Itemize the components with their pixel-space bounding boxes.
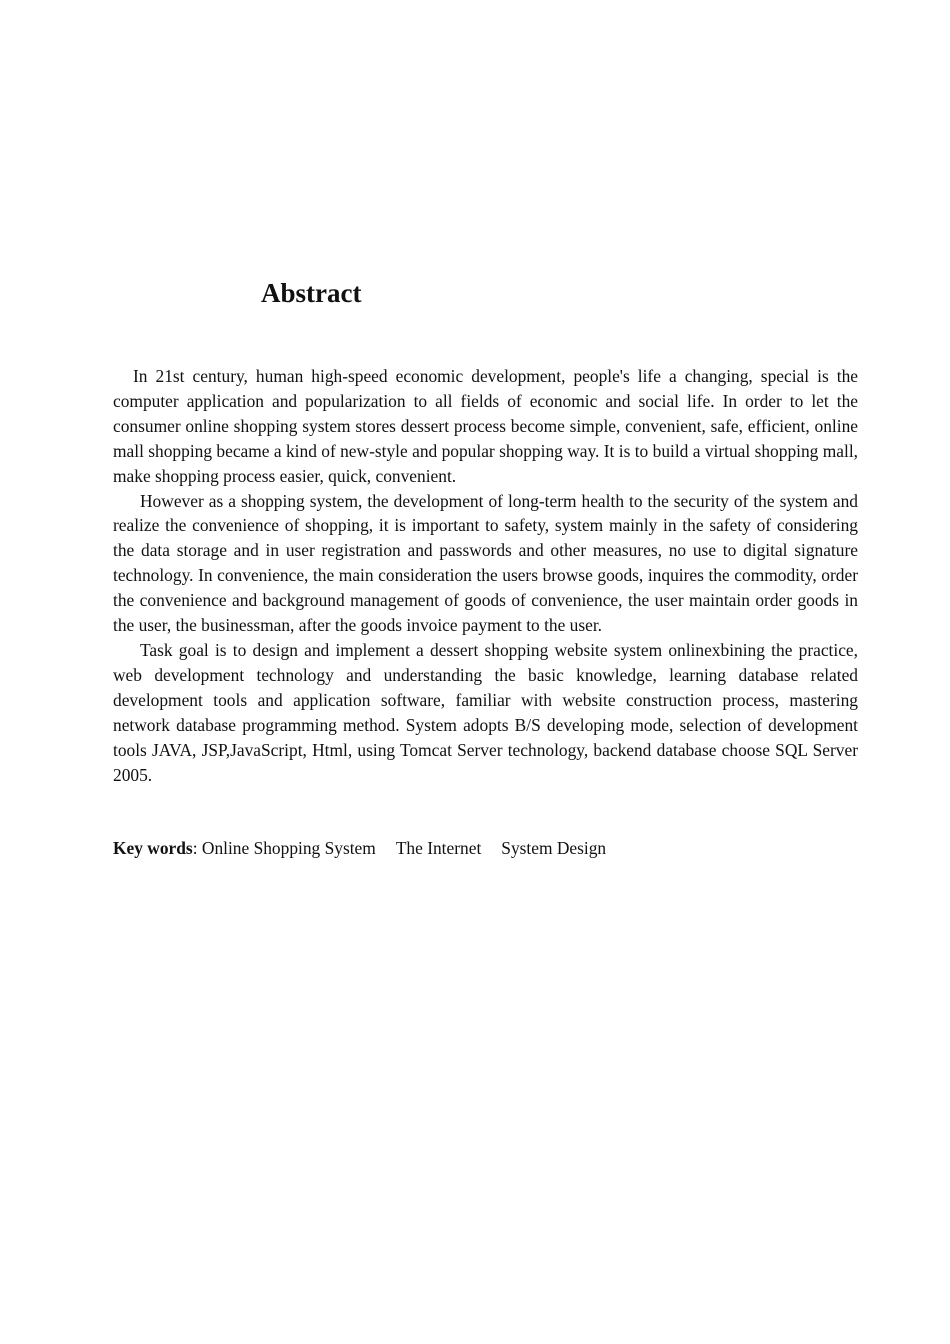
abstract-body [113, 364, 858, 787]
keywords-separator: : [192, 838, 202, 858]
abstract-paragraph-2: However as a shopping system, the development of long-term health to the security of the system and realize the convenience of shopping, it is important to safety, system mainly in the safety of considering the data storage and in user registration and passwords and other measures, no use to digital signature technology. In convenience, the main consideration the users browse goods, inquires the commodity, order the convenience and background management of goods of convenience, the user maintain order goods in the user, the businessman, after the goods invoice payment to the user. [113, 490, 858, 636]
keyword-item: The Internet [395, 838, 482, 858]
abstract-title: Abstract [261, 278, 362, 308]
keyword-item: Online Shopping System [201, 838, 376, 858]
keywords-line [113, 836, 606, 861]
abstract-paragraph-3: Task goal is to design and implement a dessert shopping website system onlinexbining the practice, web development technology and understanding the basic knowledge, learning database related development tools and application software, familiar with website construction process, mastering network database programming method. System adopts B/S developing mode, selection of development tools JAVA, JSP,JavaScript, Html, using Tomcat Server technology, backend database choose SQL Server 2005. [113, 639, 858, 785]
keyword-item: System Design [501, 838, 607, 858]
keywords-label: Key words [113, 838, 193, 858]
abstract-paragraph-1: In 21st century, human high-speed economic development, people's life a changing, special is the computer application and popularization to all fields of economic and social life. In order to let the consumer online shopping system stores dessert process become simple, convenient, safe, efficient, online mall shopping became a kind of new-style and popular shopping way. It is to build a virtual shopping mall, make shopping process easier, quick, convenient. [113, 366, 858, 486]
